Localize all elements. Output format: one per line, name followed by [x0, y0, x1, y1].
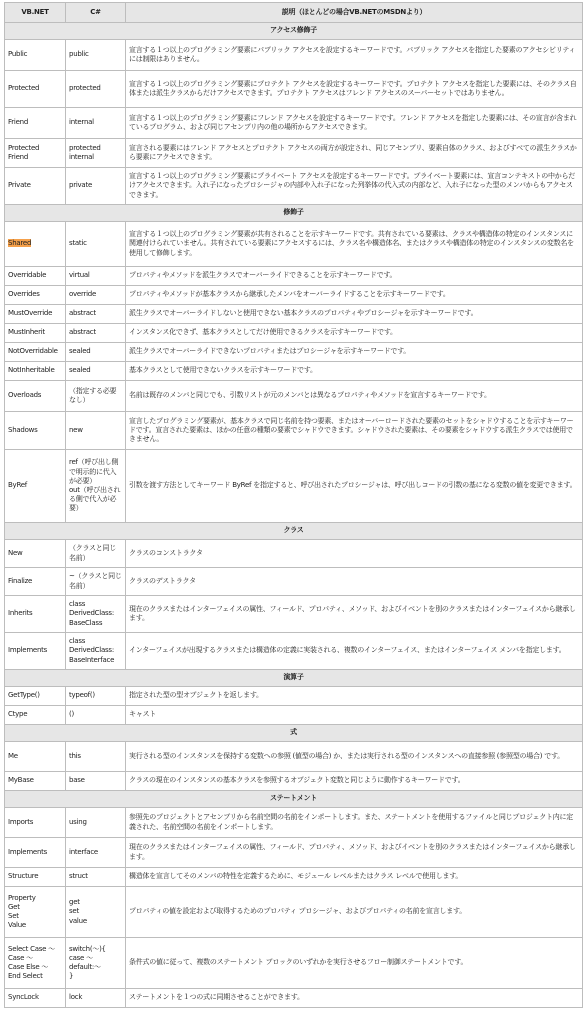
csharp-keyword-cell: （クラスと同じ名前） — [66, 540, 126, 568]
vbnet-keyword-cell: ByRef — [5, 450, 66, 523]
section-header-row — [5, 523, 583, 540]
vbnet-keyword-cell: Overrides — [5, 286, 66, 305]
section-header-row — [5, 670, 583, 687]
table-row — [5, 887, 583, 938]
description-cell: クラスの現在のインスタンスの基本クラスを参照するオブジェクト変数と同じように動作するキーワードです。 — [126, 772, 583, 791]
header-row — [5, 3, 583, 23]
table-row — [5, 687, 583, 706]
vbnet-keyword-cell: GetType() — [5, 687, 66, 706]
table-row — [5, 267, 583, 286]
description-cell: 宣言する１つ以上のプログラミング要素が共有されることを示すキーワードです。共有されている要素は、クラスや構造体の特定のインスタンスに関連付けられていません。共有されている要素にアクセスするには、クラス名や構造体名、またはクラスや構造体の特定のインスタンスの変数名を使用して修飾します。 — [126, 222, 583, 267]
csharp-keyword-cell: new — [66, 412, 126, 450]
csharp-keyword-cell: switch(～){ case ～ default:～ } — [66, 938, 126, 989]
csharp-keyword-cell: sealed — [66, 343, 126, 362]
table-row — [5, 343, 583, 362]
section-title: 演算子 — [5, 670, 583, 687]
vbnet-keyword-cell: Structure — [5, 868, 66, 887]
vb-cs-comparison-table — [4, 2, 583, 1008]
vbnet-keyword-cell: Overridable — [5, 267, 66, 286]
csharp-keyword-cell: typeof() — [66, 687, 126, 706]
vbnet-keyword-cell: Protected — [5, 71, 66, 108]
csharp-keyword-cell: interface — [66, 838, 126, 868]
description-cell: 名前は既存のメンバと同じでも、引数リストが元のメンバとは異なるプロパティやメソッドを宣言するキーワードです。 — [126, 381, 583, 412]
table-row — [5, 450, 583, 523]
vbnet-keyword-cell: MyBase — [5, 772, 66, 791]
description-cell: 実行される型のインスタンスを保持する変数への参照 (値型の場合) か、または実行される型のインスタンスへの直接参照 (参照型の場合) です。 — [126, 742, 583, 772]
description-cell: 宣言する１つ以上のプログラミング要素にプロテクト アクセスを設定するキーワードです。プロテクト アクセスを指定した要素には、そのクラス自体または派生クラスからだけアクセスできます。プロテクト アクセスはフレンド アクセスのスーパーセットではありません。 — [126, 71, 583, 108]
description-cell: 宣言する１つ以上のプログラミング要素にプライベート アクセスを設定するキーワードです。プライベート要素には、宣言コンテキストの中からだけアクセスできます。入れ子になったプロシージャの内部や入れ子になった列挙体の代入式の内部など、入れ子になった型のメンバからもアクセスできます。 — [126, 168, 583, 205]
header-description: 説明（ほとんどの場合VB.NETのMSDNより） — [126, 3, 583, 23]
csharp-keyword-cell: sealed — [66, 362, 126, 381]
csharp-keyword-cell: protected internal — [66, 139, 126, 168]
description-cell: キャスト — [126, 706, 583, 725]
section-header-row — [5, 725, 583, 742]
table-row — [5, 633, 583, 670]
description-cell: ステートメントを１つの式に同期させることができます。 — [126, 989, 583, 1008]
vbnet-keyword-cell: Implements — [5, 838, 66, 868]
csharp-keyword-cell: lock — [66, 989, 126, 1008]
table-row — [5, 71, 583, 108]
section-title: 修飾子 — [5, 205, 583, 222]
table-row — [5, 938, 583, 989]
vbnet-keyword-cell: Private — [5, 168, 66, 205]
header-csharp: C# — [66, 3, 126, 23]
csharp-keyword-cell: internal — [66, 108, 126, 139]
description-cell: プロパティの値を設定および取得するためのプロパティ プロシージャ、およびプロパティの名前を宣言します。 — [126, 887, 583, 938]
description-cell: 派生クラスでオーバーライドしないと使用できない基本クラスのプロパティやプロシージャを示すキーワードです。 — [126, 305, 583, 324]
csharp-keyword-cell: （指定する必要なし） — [66, 381, 126, 412]
description-cell: プロパティやメソッドを派生クラスでオーバーライドできることを示すキーワードです。 — [126, 267, 583, 286]
description-cell: クラスのコンストラクタ — [126, 540, 583, 568]
table-row — [5, 838, 583, 868]
table-row — [5, 868, 583, 887]
description-cell: 宣言される要素にはフレンド アクセスとプロテクト アクセスの両方が設定され、同じアセンブリ、要素自体のクラス、およびすべての派生クラスから要素にアクセスできます。 — [126, 139, 583, 168]
section-title: クラス — [5, 523, 583, 540]
csharp-keyword-cell: abstract — [66, 305, 126, 324]
table-body — [5, 23, 583, 1008]
vbnet-keyword-cell: Protected Friend — [5, 139, 66, 168]
description-cell: 宣言する１つ以上のプログラミング要素にフレンド アクセスを設定するキーワードです。フレンド アクセスを指定した要素には、その宣言が含まれているプログラム、および同じアセンブリ内の他の場所からアクセスできます。 — [126, 108, 583, 139]
table-row — [5, 808, 583, 838]
csharp-keyword-cell: ~（クラスと同じ名前） — [66, 568, 126, 596]
section-title: アクセス修飾子 — [5, 23, 583, 40]
vbnet-keyword-cell: MustOverride — [5, 305, 66, 324]
vbnet-keyword-cell: Property Get Set Value — [5, 887, 66, 938]
table-row — [5, 989, 583, 1008]
description-cell: 基本クラスとして使用できないクラスを示すキーワードです。 — [126, 362, 583, 381]
description-cell: 構造体を宣言してそのメンバの特性を定義するために、モジュール レベルまたはクラス レベルで使用します。 — [126, 868, 583, 887]
table-row — [5, 596, 583, 633]
csharp-keyword-cell: override — [66, 286, 126, 305]
vbnet-keyword-cell: Inherits — [5, 596, 66, 633]
description-cell: 宣言したプログラミング要素が、基本クラスで同じ名前を持つ要素、またはオーバーロードされた要素のセットをシャドウすることを示すキーワードです。宣言された要素は、ほかの任意の種類の要素でシャドウできます。シャドウされた要素は、その要素をシャドウする派生クラスでは使用できません。 — [126, 412, 583, 450]
table-row — [5, 412, 583, 450]
vbnet-keyword-cell: Finalize — [5, 568, 66, 596]
table-row — [5, 222, 583, 267]
vbnet-keyword-cell: Shadows — [5, 412, 66, 450]
description-cell: インターフェイスが出現するクラスまたは構造体の定義に実装される、複数のインターフェイス、またはインターフェイス メンバを指定します。 — [126, 633, 583, 670]
vbnet-keyword-cell: Friend — [5, 108, 66, 139]
csharp-keyword-cell: virtual — [66, 267, 126, 286]
description-cell: 派生クラスでオーバーライドできないプロパティまたはプロシージャを示すキーワードです。 — [126, 343, 583, 362]
vbnet-keyword-cell: Ctype — [5, 706, 66, 725]
csharp-keyword-cell: abstract — [66, 324, 126, 343]
table-row — [5, 139, 583, 168]
vbnet-keyword-cell: Implements — [5, 633, 66, 670]
csharp-keyword-cell: using — [66, 808, 126, 838]
csharp-keyword-cell: this — [66, 742, 126, 772]
vbnet-keyword-cell: Imports — [5, 808, 66, 838]
csharp-keyword-cell: () — [66, 706, 126, 725]
table-row — [5, 772, 583, 791]
vbnet-keyword-cell: MustInherit — [5, 324, 66, 343]
vbnet-keyword-cell: Me — [5, 742, 66, 772]
description-cell: クラスのデストラクタ — [126, 568, 583, 596]
csharp-keyword-cell: base — [66, 772, 126, 791]
csharp-keyword-cell: public — [66, 40, 126, 71]
table-row — [5, 324, 583, 343]
description-cell: インスタンス化できず、基本クラスとしてだけ使用できるクラスを示すキーワードです。 — [126, 324, 583, 343]
section-title: 式 — [5, 725, 583, 742]
csharp-keyword-cell: private — [66, 168, 126, 205]
vbnet-keyword-cell — [5, 222, 66, 267]
section-header-row — [5, 23, 583, 40]
table-row — [5, 381, 583, 412]
description-cell: 参照先のプロジェクトとアセンブリから名前空間の名前をインポートします。また、ステートメントを使用するファイルと同じプロジェクト内に定義された、名前空間の名前をインポートします。 — [126, 808, 583, 838]
vbnet-keyword-cell: NotInheritable — [5, 362, 66, 381]
csharp-keyword-cell: ref（呼び出し側で明示的に代入が必要） out（呼び出される側で代入が必要） — [66, 450, 126, 523]
description-cell: 引数を渡す方法としてキーワード ByRef を指定すると、呼び出されたプロシージャは、呼び出しコードの引数の基になる変数の値を変更できます。 — [126, 450, 583, 523]
vbnet-keyword-cell: New — [5, 540, 66, 568]
description-cell: 条件式の値に従って、複数のステートメント ブロックのいずれかを実行させるフロー制御ステートメントです。 — [126, 938, 583, 989]
description-cell: 指定された型の型オブジェクトを返します。 — [126, 687, 583, 706]
highlighted-keyword: Shared — [8, 239, 32, 248]
csharp-keyword-cell: class DerivedClass: BaseInterface — [66, 633, 126, 670]
table-row — [5, 568, 583, 596]
table-row — [5, 108, 583, 139]
table-row — [5, 706, 583, 725]
vbnet-keyword-cell: Select Case ～ Case ～ Case Else ～ End Select — [5, 938, 66, 989]
header-vbnet: VB.NET — [5, 3, 66, 23]
csharp-keyword-cell: get set value — [66, 887, 126, 938]
table-row — [5, 305, 583, 324]
description-cell: 現在のクラスまたはインターフェイスの属性、フィールド、プロパティ、メソッド、およびイベントを別のクラスまたはインターフェイスから継承します。 — [126, 838, 583, 868]
section-header-row — [5, 791, 583, 808]
vbnet-keyword-cell: Public — [5, 40, 66, 71]
table-row — [5, 540, 583, 568]
vbnet-keyword-cell: NotOverridable — [5, 343, 66, 362]
table-row — [5, 742, 583, 772]
csharp-keyword-cell: static — [66, 222, 126, 267]
vbnet-keyword-cell: Overloads — [5, 381, 66, 412]
table-row — [5, 168, 583, 205]
csharp-keyword-cell: class DerivedClass: BaseClass — [66, 596, 126, 633]
csharp-keyword-cell: protected — [66, 71, 126, 108]
section-header-row — [5, 205, 583, 222]
table-row — [5, 40, 583, 71]
csharp-keyword-cell: struct — [66, 868, 126, 887]
section-title: ステートメント — [5, 791, 583, 808]
description-cell: プロパティやメソッドが基本クラスから継承したメンバをオーバーライドすることを示すキーワードです。 — [126, 286, 583, 305]
table-row — [5, 362, 583, 381]
description-cell: 宣言する１つ以上のプログラミング要素にパブリック アクセスを設定するキーワードです。パブリック アクセスを指定した要素のアクセシビリティには制限はありません。 — [126, 40, 583, 71]
table-row — [5, 286, 583, 305]
description-cell: 現在のクラスまたはインターフェイスの属性、フィールド、プロパティ、メソッド、およびイベントを別のクラスまたはインターフェイスから継承します。 — [126, 596, 583, 633]
vbnet-keyword-cell: SyncLock — [5, 989, 66, 1008]
